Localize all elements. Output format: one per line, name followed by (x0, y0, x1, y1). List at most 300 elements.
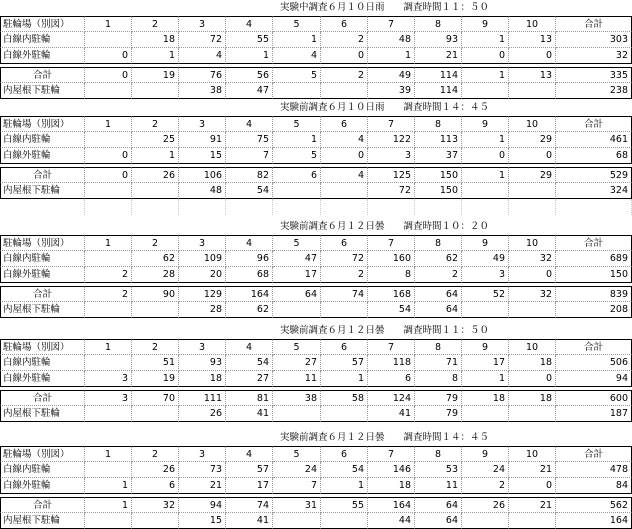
value-cell[interactable]: 51 (132, 355, 179, 371)
roof-value-cell[interactable] (132, 513, 179, 529)
total-value-cell[interactable]: 839 (556, 286, 632, 302)
value-cell[interactable]: 3 (462, 267, 509, 283)
value-cell[interactable]: 1 (226, 48, 273, 64)
total-value-cell[interactable]: 164 (368, 497, 415, 513)
total-value-cell[interactable]: 76 (179, 67, 226, 83)
roof-value-cell[interactable]: 38 (179, 83, 226, 99)
value-cell[interactable]: 0 (509, 478, 556, 494)
value-cell[interactable]: 146 (368, 462, 415, 478)
header-cell[interactable]: 6 (321, 116, 368, 132)
value-cell[interactable]: 24 (273, 462, 321, 478)
value-cell[interactable]: 7 (226, 148, 273, 164)
value-cell[interactable]: 20 (179, 267, 226, 283)
roof-value-cell[interactable] (321, 83, 368, 99)
empty-cell[interactable] (179, 199, 226, 215)
roof-value-cell[interactable]: 54 (368, 302, 415, 318)
header-cell[interactable]: 4 (226, 235, 273, 251)
roof-value-cell[interactable]: 150 (415, 183, 462, 199)
header-cell[interactable]: 1 (85, 16, 132, 32)
total-value-cell[interactable]: 18 (509, 390, 556, 406)
header-cell[interactable]: 4 (226, 116, 273, 132)
value-cell[interactable]: 71 (415, 355, 462, 371)
value-cell[interactable]: 21 (415, 48, 462, 64)
roof-value-cell[interactable]: 41 (226, 513, 273, 529)
header-cell[interactable]: 8 (415, 116, 462, 132)
roof-value-cell[interactable] (273, 406, 321, 422)
value-cell[interactable]: 94 (556, 371, 632, 387)
header-cell[interactable]: 合計 (556, 16, 632, 32)
total-value-cell[interactable]: 1 (462, 167, 509, 183)
total-value-cell[interactable]: 55 (321, 497, 368, 513)
total-value-cell[interactable]: 129 (179, 286, 226, 302)
roof-value-cell[interactable]: 187 (556, 406, 632, 422)
roof-value-cell[interactable]: 54 (226, 183, 273, 199)
value-cell[interactable]: 91 (179, 132, 226, 148)
total-value-cell[interactable]: 4 (321, 167, 368, 183)
total-value-cell[interactable]: 90 (132, 286, 179, 302)
total-value-cell[interactable]: 13 (509, 67, 556, 83)
total-value-cell[interactable]: 26 (132, 167, 179, 183)
value-cell[interactable]: 18 (509, 355, 556, 371)
roof-value-cell[interactable]: 72 (368, 183, 415, 199)
header-cell[interactable]: 3 (179, 235, 226, 251)
roof-value-cell[interactable]: 41 (368, 406, 415, 422)
value-cell[interactable]: 461 (556, 132, 632, 148)
value-cell[interactable]: 478 (556, 462, 632, 478)
total-value-cell[interactable]: 600 (556, 390, 632, 406)
total-value-cell[interactable]: 335 (556, 67, 632, 83)
value-cell[interactable]: 0 (509, 267, 556, 283)
roof-value-cell[interactable] (462, 406, 509, 422)
total-value-cell[interactable]: 82 (226, 167, 273, 183)
value-cell[interactable]: 13 (509, 32, 556, 48)
value-cell[interactable]: 2 (321, 267, 368, 283)
value-cell[interactable]: 57 (321, 355, 368, 371)
roof-value-cell[interactable] (509, 406, 556, 422)
roof-value-cell[interactable] (132, 83, 179, 99)
header-cell[interactable]: 2 (132, 235, 179, 251)
header-cell[interactable]: 2 (132, 339, 179, 355)
value-cell[interactable]: 160 (368, 251, 415, 267)
value-cell[interactable] (85, 32, 132, 48)
value-cell[interactable]: 96 (226, 251, 273, 267)
total-value-cell[interactable]: 529 (556, 167, 632, 183)
value-cell[interactable]: 68 (556, 148, 632, 164)
header-cell[interactable]: 8 (415, 16, 462, 32)
value-cell[interactable]: 1 (368, 48, 415, 64)
header-cell[interactable]: 4 (226, 16, 273, 32)
header-cell[interactable]: 3 (179, 16, 226, 32)
header-cell[interactable]: 9 (462, 16, 509, 32)
value-cell[interactable]: 21 (509, 462, 556, 478)
value-cell[interactable]: 55 (226, 32, 273, 48)
value-cell[interactable]: 62 (415, 251, 462, 267)
roof-label-cell[interactable]: 内屋根下駐輪 (0, 83, 85, 99)
value-cell[interactable]: 18 (132, 32, 179, 48)
empty-cell[interactable] (321, 199, 368, 215)
roof-value-cell[interactable] (85, 183, 132, 199)
value-cell[interactable]: 1 (462, 132, 509, 148)
value-cell[interactable]: 1 (321, 478, 368, 494)
value-cell[interactable]: 8 (368, 267, 415, 283)
value-cell[interactable]: 54 (226, 355, 273, 371)
roof-value-cell[interactable] (132, 302, 179, 318)
value-cell[interactable]: 0 (509, 148, 556, 164)
value-cell[interactable]: 18 (368, 478, 415, 494)
header-cell[interactable]: 2 (132, 446, 179, 462)
value-cell[interactable]: 6 (132, 478, 179, 494)
roof-label-cell[interactable]: 内屋根下駐輪 (0, 183, 85, 199)
total-value-cell[interactable]: 74 (321, 286, 368, 302)
roof-value-cell[interactable] (509, 83, 556, 99)
total-label-cell[interactable]: 合計 (0, 167, 85, 183)
header-cell[interactable]: 8 (415, 339, 462, 355)
header-cell[interactable]: 合計 (556, 235, 632, 251)
empty-cell[interactable] (273, 199, 321, 215)
value-cell[interactable]: 6 (368, 371, 415, 387)
header-cell[interactable]: 2 (132, 116, 179, 132)
roof-value-cell[interactable] (321, 183, 368, 199)
roof-value-cell[interactable] (273, 183, 321, 199)
roof-value-cell[interactable] (462, 513, 509, 529)
empty-cell[interactable] (509, 199, 556, 215)
value-cell[interactable]: 4 (273, 48, 321, 64)
total-value-cell[interactable]: 29 (509, 167, 556, 183)
value-cell[interactable]: 1 (462, 371, 509, 387)
value-cell[interactable]: 62 (132, 251, 179, 267)
total-value-cell[interactable]: 5 (273, 67, 321, 83)
header-label-cell[interactable]: 駐輪場（別図） (0, 235, 85, 251)
total-value-cell[interactable]: 19 (132, 67, 179, 83)
roof-value-cell[interactable]: 208 (556, 302, 632, 318)
value-cell[interactable]: 689 (556, 251, 632, 267)
value-cell[interactable]: 2 (415, 267, 462, 283)
row-label-cell[interactable]: 白線外駐輪 (0, 371, 85, 387)
header-cell[interactable]: 4 (226, 339, 273, 355)
value-cell[interactable]: 27 (273, 355, 321, 371)
total-label-cell[interactable]: 合計 (0, 286, 85, 302)
roof-value-cell[interactable] (85, 406, 132, 422)
value-cell[interactable]: 11 (415, 478, 462, 494)
total-value-cell[interactable]: 52 (462, 286, 509, 302)
value-cell[interactable]: 11 (273, 371, 321, 387)
total-value-cell[interactable]: 114 (415, 67, 462, 83)
value-cell[interactable]: 25 (132, 132, 179, 148)
value-cell[interactable]: 109 (179, 251, 226, 267)
total-value-cell[interactable]: 6 (273, 167, 321, 183)
header-cell[interactable]: 6 (321, 16, 368, 32)
total-value-cell[interactable]: 1 (85, 497, 132, 513)
value-cell[interactable]: 17 (273, 267, 321, 283)
roof-value-cell[interactable] (85, 83, 132, 99)
header-cell[interactable]: 合計 (556, 339, 632, 355)
value-cell[interactable]: 1 (132, 148, 179, 164)
value-cell[interactable]: 0 (85, 148, 132, 164)
value-cell[interactable]: 72 (321, 251, 368, 267)
roof-value-cell[interactable]: 39 (368, 83, 415, 99)
value-cell[interactable]: 72 (179, 32, 226, 48)
total-value-cell[interactable]: 38 (273, 390, 321, 406)
roof-value-cell[interactable] (509, 302, 556, 318)
header-cell[interactable]: 9 (462, 116, 509, 132)
empty-cell[interactable] (0, 199, 85, 215)
value-cell[interactable]: 8 (415, 371, 462, 387)
value-cell[interactable]: 29 (509, 132, 556, 148)
value-cell[interactable]: 26 (132, 462, 179, 478)
value-cell[interactable]: 28 (132, 267, 179, 283)
header-cell[interactable]: 10 (509, 235, 556, 251)
total-value-cell[interactable]: 2 (85, 286, 132, 302)
row-label-cell[interactable]: 白線外駐輪 (0, 48, 85, 64)
total-value-cell[interactable]: 81 (226, 390, 273, 406)
roof-value-cell[interactable]: 114 (415, 83, 462, 99)
header-cell[interactable]: 5 (273, 16, 321, 32)
roof-value-cell[interactable] (321, 513, 368, 529)
value-cell[interactable]: 19 (132, 371, 179, 387)
total-value-cell[interactable]: 562 (556, 497, 632, 513)
empty-cell[interactable] (462, 199, 509, 215)
value-cell[interactable]: 118 (368, 355, 415, 371)
roof-value-cell[interactable]: 44 (368, 513, 415, 529)
header-cell[interactable]: 1 (85, 116, 132, 132)
value-cell[interactable]: 122 (368, 132, 415, 148)
row-label-cell[interactable]: 白線内駐輪 (0, 462, 85, 478)
roof-value-cell[interactable]: 48 (179, 183, 226, 199)
value-cell[interactable]: 57 (226, 462, 273, 478)
header-cell[interactable]: 5 (273, 339, 321, 355)
header-cell[interactable]: 3 (179, 339, 226, 355)
total-label-cell[interactable]: 合計 (0, 390, 85, 406)
value-cell[interactable]: 93 (179, 355, 226, 371)
roof-value-cell[interactable] (273, 83, 321, 99)
roof-value-cell[interactable]: 64 (415, 513, 462, 529)
total-value-cell[interactable]: 26 (462, 497, 509, 513)
value-cell[interactable]: 506 (556, 355, 632, 371)
header-cell[interactable]: 4 (226, 446, 273, 462)
header-cell[interactable]: 5 (273, 446, 321, 462)
roof-value-cell[interactable]: 79 (415, 406, 462, 422)
roof-value-cell[interactable]: 64 (415, 302, 462, 318)
total-value-cell[interactable]: 32 (132, 497, 179, 513)
value-cell[interactable]: 54 (321, 462, 368, 478)
header-cell[interactable]: 5 (273, 235, 321, 251)
value-cell[interactable]: 150 (556, 267, 632, 283)
value-cell[interactable] (85, 462, 132, 478)
roof-value-cell[interactable] (85, 302, 132, 318)
roof-value-cell[interactable] (509, 183, 556, 199)
total-value-cell[interactable]: 164 (226, 286, 273, 302)
value-cell[interactable]: 2 (462, 478, 509, 494)
roof-value-cell[interactable]: 324 (556, 183, 632, 199)
value-cell[interactable]: 75 (226, 132, 273, 148)
total-value-cell[interactable]: 64 (415, 497, 462, 513)
value-cell[interactable]: 21 (179, 478, 226, 494)
value-cell[interactable]: 1 (321, 371, 368, 387)
total-value-cell[interactable]: 70 (132, 390, 179, 406)
header-cell[interactable]: 10 (509, 339, 556, 355)
header-cell[interactable]: 10 (509, 446, 556, 462)
roof-value-cell[interactable] (132, 183, 179, 199)
row-label-cell[interactable]: 白線外駐輪 (0, 267, 85, 283)
empty-cell[interactable] (415, 199, 462, 215)
header-cell[interactable]: 9 (462, 446, 509, 462)
value-cell[interactable]: 17 (462, 355, 509, 371)
header-cell[interactable]: 6 (321, 339, 368, 355)
value-cell[interactable]: 0 (462, 48, 509, 64)
value-cell[interactable]: 73 (179, 462, 226, 478)
header-cell[interactable]: 2 (132, 16, 179, 32)
roof-value-cell[interactable] (509, 513, 556, 529)
empty-cell[interactable] (226, 199, 273, 215)
total-value-cell[interactable]: 168 (368, 286, 415, 302)
value-cell[interactable]: 2 (85, 267, 132, 283)
value-cell[interactable]: 37 (415, 148, 462, 164)
value-cell[interactable]: 68 (226, 267, 273, 283)
header-cell[interactable]: 6 (321, 446, 368, 462)
value-cell[interactable]: 4 (321, 132, 368, 148)
row-label-cell[interactable]: 白線内駐輪 (0, 32, 85, 48)
value-cell[interactable]: 47 (273, 251, 321, 267)
total-value-cell[interactable]: 124 (368, 390, 415, 406)
roof-value-cell[interactable] (462, 302, 509, 318)
value-cell[interactable]: 1 (462, 32, 509, 48)
value-cell[interactable] (85, 251, 132, 267)
roof-value-cell[interactable]: 238 (556, 83, 632, 99)
value-cell[interactable]: 84 (556, 478, 632, 494)
total-value-cell[interactable]: 150 (415, 167, 462, 183)
header-cell[interactable]: 1 (85, 446, 132, 462)
header-cell[interactable]: 7 (368, 446, 415, 462)
value-cell[interactable]: 27 (226, 371, 273, 387)
empty-cell[interactable] (85, 199, 132, 215)
header-cell[interactable]: 7 (368, 116, 415, 132)
roof-value-cell[interactable]: 15 (179, 513, 226, 529)
total-value-cell[interactable]: 56 (226, 67, 273, 83)
empty-cell[interactable] (132, 199, 179, 215)
value-cell[interactable]: 0 (321, 148, 368, 164)
total-value-cell[interactable]: 49 (368, 67, 415, 83)
value-cell[interactable]: 53 (415, 462, 462, 478)
value-cell[interactable]: 4 (179, 48, 226, 64)
header-cell[interactable]: 3 (179, 446, 226, 462)
roof-value-cell[interactable] (462, 83, 509, 99)
value-cell[interactable]: 0 (509, 371, 556, 387)
header-cell[interactable]: 合計 (556, 446, 632, 462)
value-cell[interactable] (85, 355, 132, 371)
total-value-cell[interactable]: 64 (415, 286, 462, 302)
roof-label-cell[interactable]: 内屋根下駐輪 (0, 513, 85, 529)
roof-value-cell[interactable] (273, 302, 321, 318)
value-cell[interactable]: 17 (226, 478, 273, 494)
value-cell[interactable]: 7 (273, 478, 321, 494)
roof-value-cell[interactable] (321, 406, 368, 422)
roof-value-cell[interactable]: 47 (226, 83, 273, 99)
total-value-cell[interactable]: 94 (179, 497, 226, 513)
value-cell[interactable]: 113 (415, 132, 462, 148)
total-value-cell[interactable]: 31 (273, 497, 321, 513)
roof-label-cell[interactable]: 内屋根下駐輪 (0, 302, 85, 318)
total-value-cell[interactable]: 58 (321, 390, 368, 406)
value-cell[interactable]: 49 (462, 251, 509, 267)
total-label-cell[interactable]: 合計 (0, 67, 85, 83)
total-value-cell[interactable]: 111 (179, 390, 226, 406)
header-label-cell[interactable]: 駐輪場（別図） (0, 16, 85, 32)
roof-value-cell[interactable]: 26 (179, 406, 226, 422)
roof-value-cell[interactable] (321, 302, 368, 318)
roof-value-cell[interactable] (273, 513, 321, 529)
roof-label-cell[interactable]: 内屋根下駐輪 (0, 406, 85, 422)
total-value-cell[interactable]: 21 (509, 497, 556, 513)
header-cell[interactable]: 7 (368, 16, 415, 32)
total-value-cell[interactable]: 1 (462, 67, 509, 83)
value-cell[interactable]: 24 (462, 462, 509, 478)
value-cell[interactable]: 3 (85, 371, 132, 387)
total-value-cell[interactable]: 0 (85, 167, 132, 183)
total-value-cell[interactable]: 32 (509, 286, 556, 302)
total-value-cell[interactable]: 64 (273, 286, 321, 302)
total-value-cell[interactable]: 79 (415, 390, 462, 406)
value-cell[interactable]: 3 (368, 148, 415, 164)
header-cell[interactable]: 10 (509, 116, 556, 132)
header-cell[interactable]: 合計 (556, 116, 632, 132)
roof-value-cell[interactable] (462, 183, 509, 199)
row-label-cell[interactable]: 白線外駐輪 (0, 148, 85, 164)
header-cell[interactable]: 10 (509, 16, 556, 32)
empty-cell[interactable] (368, 199, 415, 215)
header-cell[interactable]: 9 (462, 339, 509, 355)
header-cell[interactable]: 3 (179, 116, 226, 132)
value-cell[interactable]: 93 (415, 32, 462, 48)
header-cell[interactable]: 7 (368, 339, 415, 355)
total-value-cell[interactable]: 2 (321, 67, 368, 83)
header-label-cell[interactable]: 駐輪場（別図） (0, 339, 85, 355)
row-label-cell[interactable]: 白線内駐輪 (0, 251, 85, 267)
roof-value-cell[interactable]: 164 (556, 513, 632, 529)
header-cell[interactable]: 8 (415, 235, 462, 251)
header-label-cell[interactable]: 駐輪場（別図） (0, 446, 85, 462)
value-cell[interactable]: 18 (179, 371, 226, 387)
total-value-cell[interactable]: 0 (85, 67, 132, 83)
roof-value-cell[interactable]: 28 (179, 302, 226, 318)
value-cell[interactable]: 1 (273, 132, 321, 148)
header-cell[interactable]: 7 (368, 235, 415, 251)
value-cell[interactable]: 0 (85, 48, 132, 64)
value-cell[interactable]: 1 (85, 478, 132, 494)
value-cell[interactable]: 15 (179, 148, 226, 164)
total-value-cell[interactable]: 106 (179, 167, 226, 183)
value-cell[interactable] (85, 132, 132, 148)
header-cell[interactable]: 1 (85, 339, 132, 355)
row-label-cell[interactable]: 白線内駐輪 (0, 355, 85, 371)
header-cell[interactable]: 5 (273, 116, 321, 132)
value-cell[interactable]: 303 (556, 32, 632, 48)
value-cell[interactable]: 0 (509, 48, 556, 64)
header-cell[interactable]: 6 (321, 235, 368, 251)
total-value-cell[interactable]: 18 (462, 390, 509, 406)
total-value-cell[interactable]: 125 (368, 167, 415, 183)
value-cell[interactable]: 32 (556, 48, 632, 64)
header-label-cell[interactable]: 駐輪場（別図） (0, 116, 85, 132)
total-label-cell[interactable]: 合計 (0, 497, 85, 513)
roof-value-cell[interactable] (85, 513, 132, 529)
value-cell[interactable]: 0 (462, 148, 509, 164)
value-cell[interactable]: 1 (132, 48, 179, 64)
value-cell[interactable]: 5 (273, 148, 321, 164)
header-cell[interactable]: 1 (85, 235, 132, 251)
empty-cell[interactable] (556, 199, 632, 215)
value-cell[interactable]: 1 (273, 32, 321, 48)
value-cell[interactable]: 0 (321, 48, 368, 64)
